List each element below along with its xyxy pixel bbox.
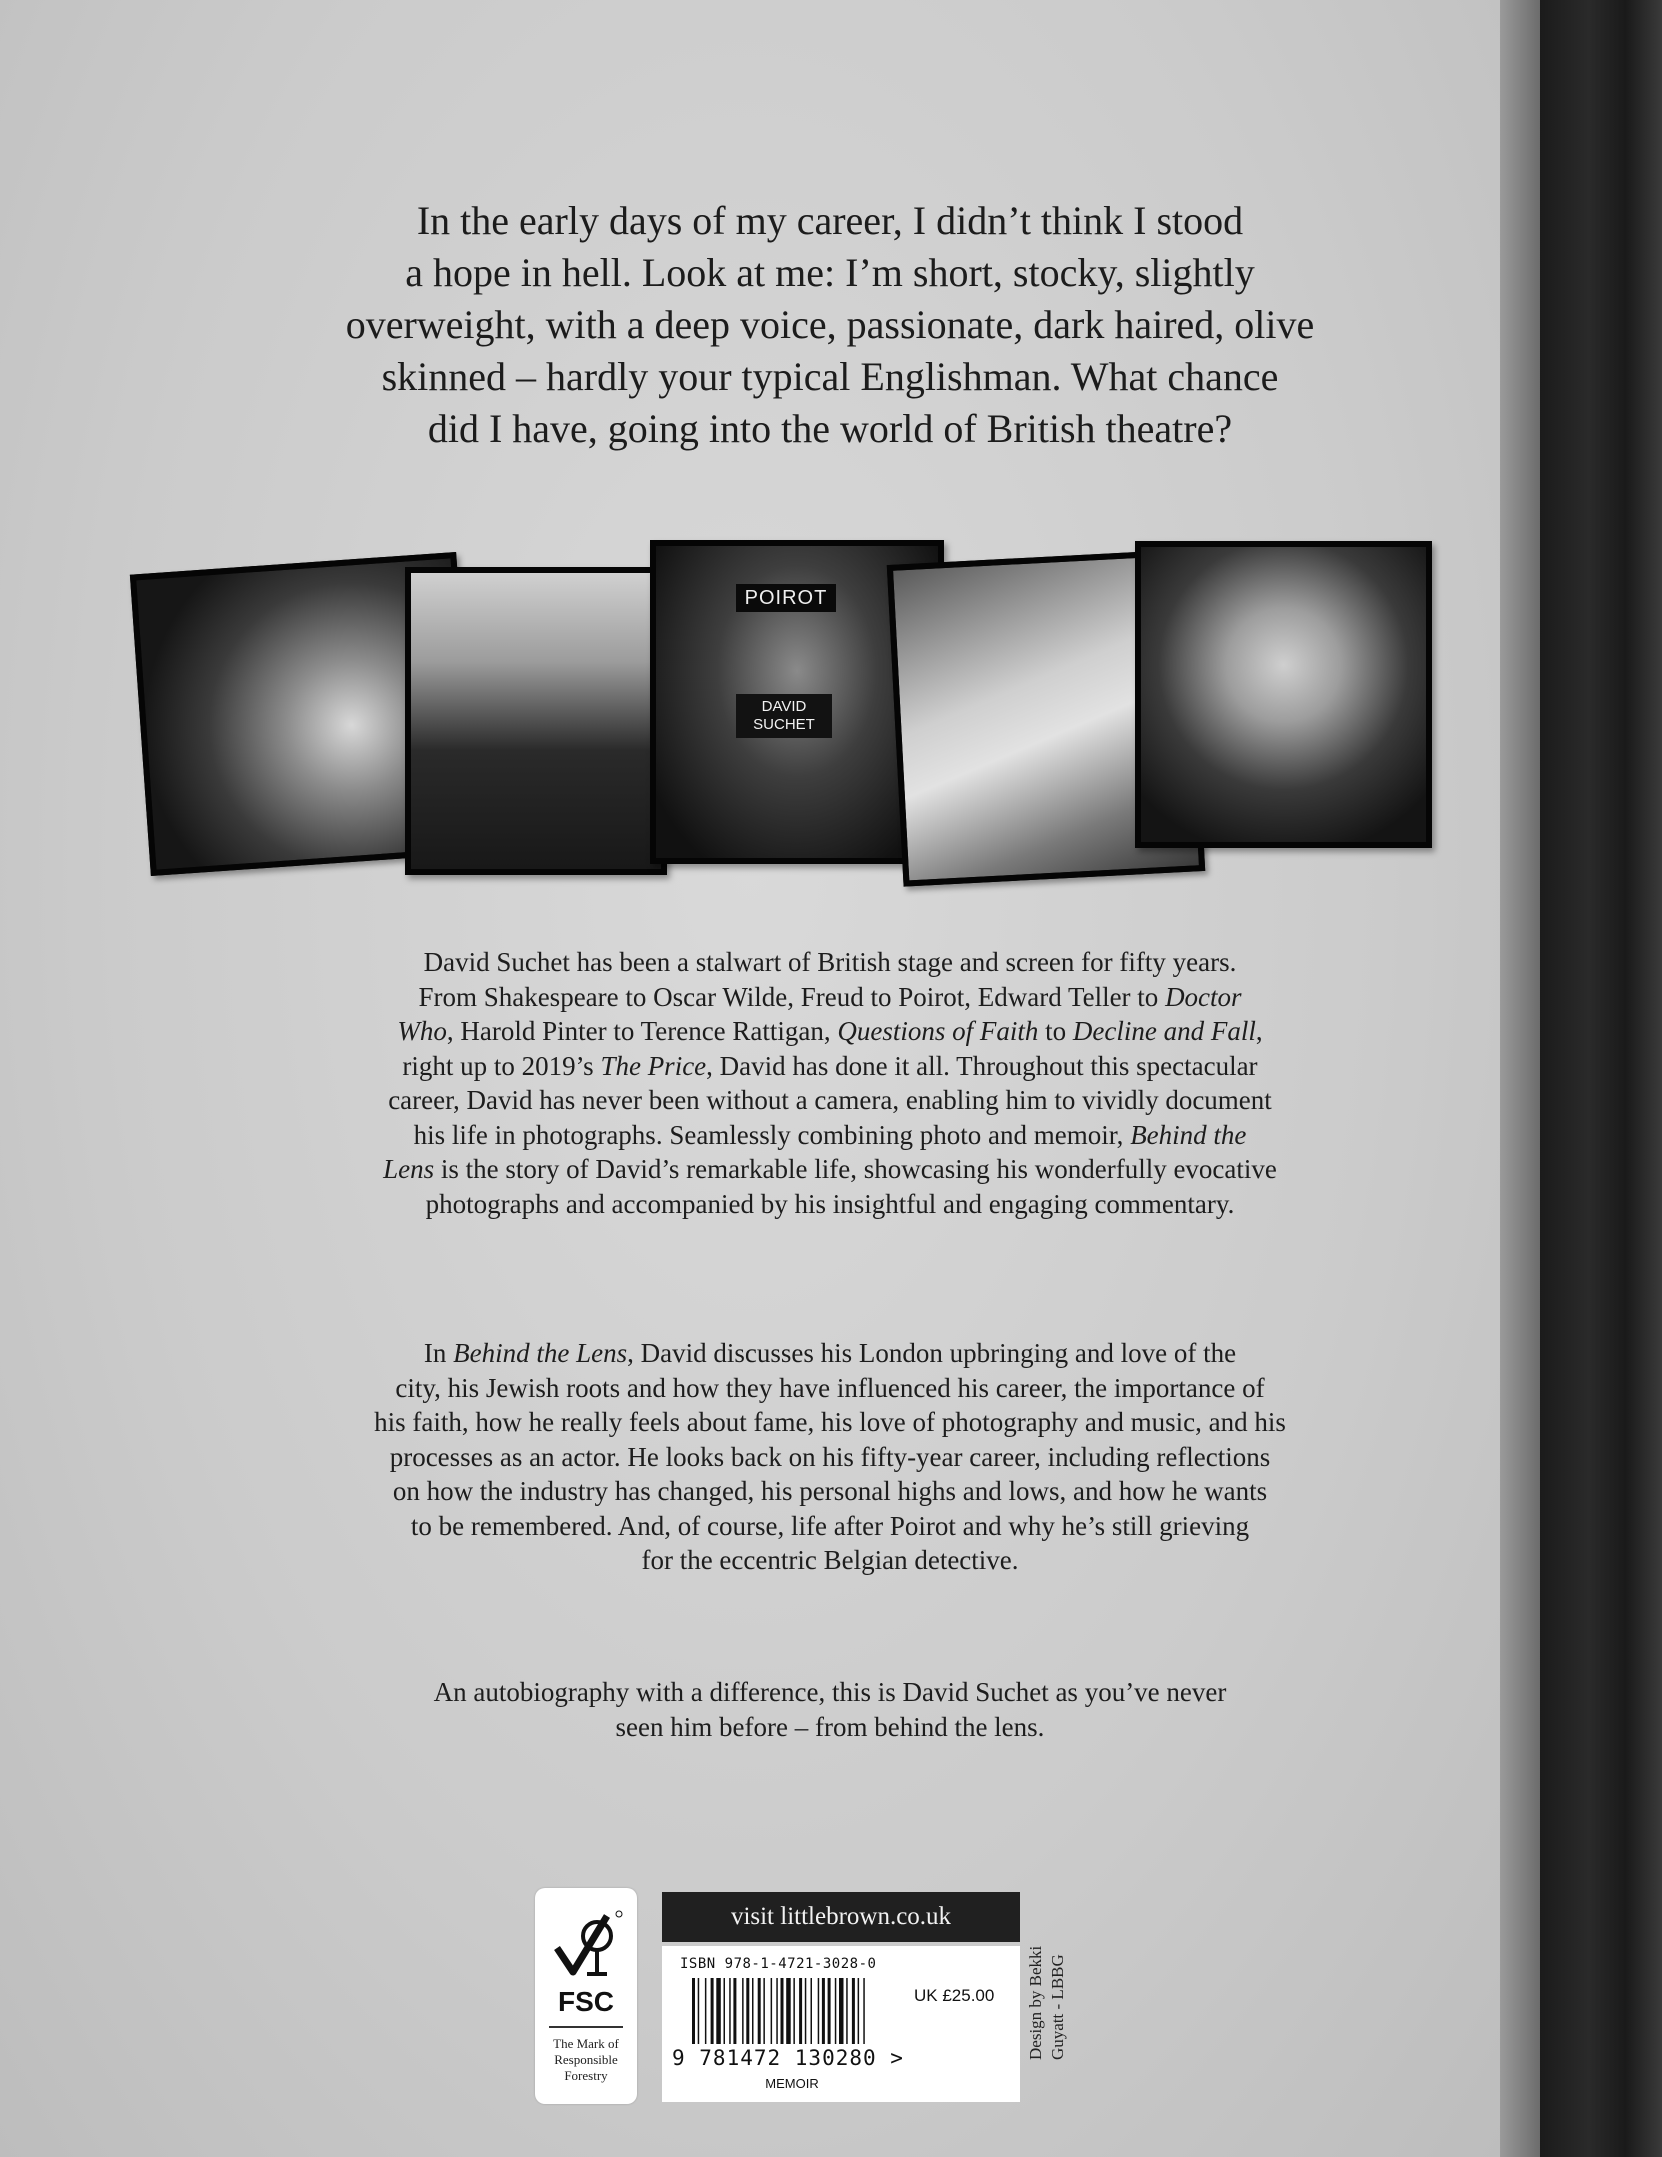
photo-young-actor-theatre <box>405 567 667 875</box>
quote-line: a hope in hell. Look at me: I’m short, stocky, slightly <box>405 250 1255 295</box>
price-label: UK £25.00 <box>914 1986 995 2005</box>
category-label: MEMOIR <box>765 2076 819 2091</box>
blurb-paragraph-2: In Behind the Lens, David discusses his London upbringing and love of the city, his Jewish roots and how they have influenced his career, the importance of his faith, how he really feels about fame, his love of photography and music, and his processes as an actor. He looks back on his fifty-year career, including reflections on how the industry has changed, his personal highs and lows, and how he wants to be remembered. And, of course, life after Poirot and why he’s still grieving for the eccentric Belgian detective. <box>374 1338 1286 1575</box>
quote-line: skinned – hardly your typical Englishman. What chance <box>381 354 1279 399</box>
chair-name-label: DAVID SUCHET <box>736 694 832 738</box>
fsc-logo <box>535 1888 637 2104</box>
quote-line: did I have, going into the world of British theatre? <box>427 406 1233 451</box>
blurb-paragraph-3: An autobiography with a difference, this is David Suchet as you’ve never seen him before – from behind the lens. <box>433 1677 1227 1742</box>
poirot-sign: POIROT <box>736 584 836 612</box>
pull-quote <box>240 195 1420 455</box>
barcode-panel <box>662 1946 1020 2102</box>
quote-line: overweight, with a deep voice, passionate, dark haired, olive <box>345 302 1315 347</box>
fsc-tagline: The Mark of Responsible Forestry <box>553 2036 619 2083</box>
design-credit: Design by Bekki Guyatt - LBBG <box>1026 1945 1067 2060</box>
blurb-paragraph-1: David Suchet has been a stalwart of British stage and screen for fifty years. From Shakespeare to Oscar Wilde, Freud to Poirot, Edward Teller to Doctor Who, Harold Pinter to Terence Rattigan, Questions of Faith to Decline and Fall, right up to 2019’s The Price, David has done it all. Throughout this spectacular career, David has never been without a camera, enabling him to vividly document his life in photographs. Seamlessly combining photo and memoir, Behind the Lens is the story of David’s remarkable life, showcasing his wonderfully evocative photographs and accompanied by his insightful and engaging commentary. <box>383 947 1277 1219</box>
isbn-label: ISBN 978-1-4721-3028-0 <box>680 1956 877 1972</box>
book-spine <box>1540 0 1662 2157</box>
divider <box>549 2026 623 2028</box>
quote-line: In the early days of my career, I didn’t think I stood <box>416 198 1244 243</box>
photo-selfie-with-camera <box>1135 541 1432 848</box>
publisher-website[interactable]: visit littlebrown.co.uk <box>662 1892 1020 1942</box>
fsc-logo-text: FSC <box>558 1986 614 2017</box>
fsc-tree-icon <box>547 1908 625 1984</box>
spine-edge <box>1500 0 1540 2157</box>
barcode-digits: 9 781472 130280 > <box>672 2046 904 2070</box>
